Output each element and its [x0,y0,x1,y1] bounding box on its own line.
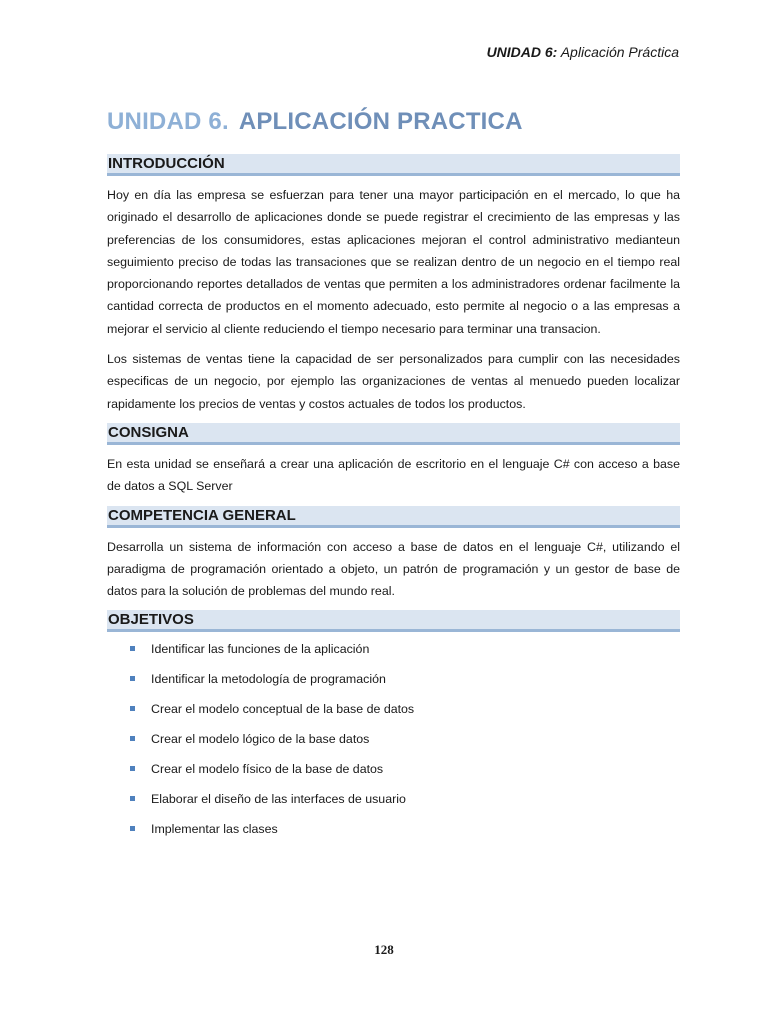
running-header [487,44,679,60]
square-bullet-icon [130,706,135,711]
page-title [107,108,680,136]
list-item [107,790,680,820]
objective-text: Identificar la metodología de programación [151,672,386,687]
section-heading-objetivos: OBJETIVOS [107,610,680,632]
list-item [107,700,680,730]
square-bullet-icon [130,796,135,801]
list-item [107,820,680,850]
section-objetivos [107,610,680,850]
objective-text: Crear el modelo lógico de la base datos [151,732,370,747]
square-bullet-icon [130,676,135,681]
list-item [107,760,680,790]
objective-text: Identificar las funciones de la aplicación [151,642,370,657]
section-consigna [107,423,680,498]
page-content [107,108,680,850]
objective-text: Elaborar el diseño de las interfaces de usuario [151,792,406,807]
running-header-title: Aplicación Práctica [560,44,679,60]
square-bullet-icon [130,736,135,741]
square-bullet-icon [130,646,135,651]
list-item [107,640,680,670]
intro-paragraph-2: Los sistemas de ventas tiene la capacidad de ser personalizados para cumplir con las necesidades especificas de un negocio, por ejemplo las organizaciones de ventas al menuedo pueden localizar rapidamente los precios de ventas y costos actuales de todos los productos. [107,352,680,411]
section-heading-introduccion: INTRODUCCIÓN [107,154,680,176]
list-item [107,670,680,700]
section-heading-competencia: COMPETENCIA GENERAL [107,506,680,528]
objectives-list [107,640,680,850]
objective-text: Implementar las clases [151,822,278,837]
consigna-paragraph: En esta unidad se enseñará a crear una aplicación de escritorio en el lenguaje C# con acceso a base de datos a SQL Server [107,456,680,494]
objective-text: Crear el modelo físico de la base de datos [151,762,384,777]
list-item [107,730,680,760]
page-title-text: APLICACIÓN PRACTICA [238,108,523,135]
objective-text: Crear el modelo conceptual de la base de datos [151,702,415,717]
square-bullet-icon [130,766,135,771]
page-number: 128 [374,942,394,957]
square-bullet-icon [130,826,135,831]
section-introduccion [107,154,680,415]
intro-paragraph-1: Hoy en día las empresa se esfuerzan para tener una mayor participación en el mercado, lo que ha originado el desarrollo de aplicaciones donde se puede registrar el crecimiento de las empresas y las preferencias de los consumidores, estas aplicaciones mejoran el control administrativo medianteun seguimiento preciso de todas las transaciones que se realizan dentro de un negocio en el tiempo real proporcionando reportes detallados de ventas que permiten a los administradores ordenar facilmente la cantidad correcta de productos en el momento adecuado, esto permite al negocio o a las empresas a mejorar el servicio al cliente reduciendo el tiempo necesario para terminar una transacion. [107,188,680,336]
page-title-unit: UNIDAD 6. [107,108,229,135]
running-header-unit: UNIDAD 6: [486,44,558,60]
competencia-paragraph: Desarrolla un sistema de información con acceso a base de datos en el lenguaje C#, utilizando el paradigma de programación orientado a objeto, un patrón de programación y un gestor de base de datos para la solución de problemas del mundo real. [107,539,680,599]
section-competencia-general [107,506,680,603]
section-heading-consigna: CONSIGNA [107,423,680,445]
